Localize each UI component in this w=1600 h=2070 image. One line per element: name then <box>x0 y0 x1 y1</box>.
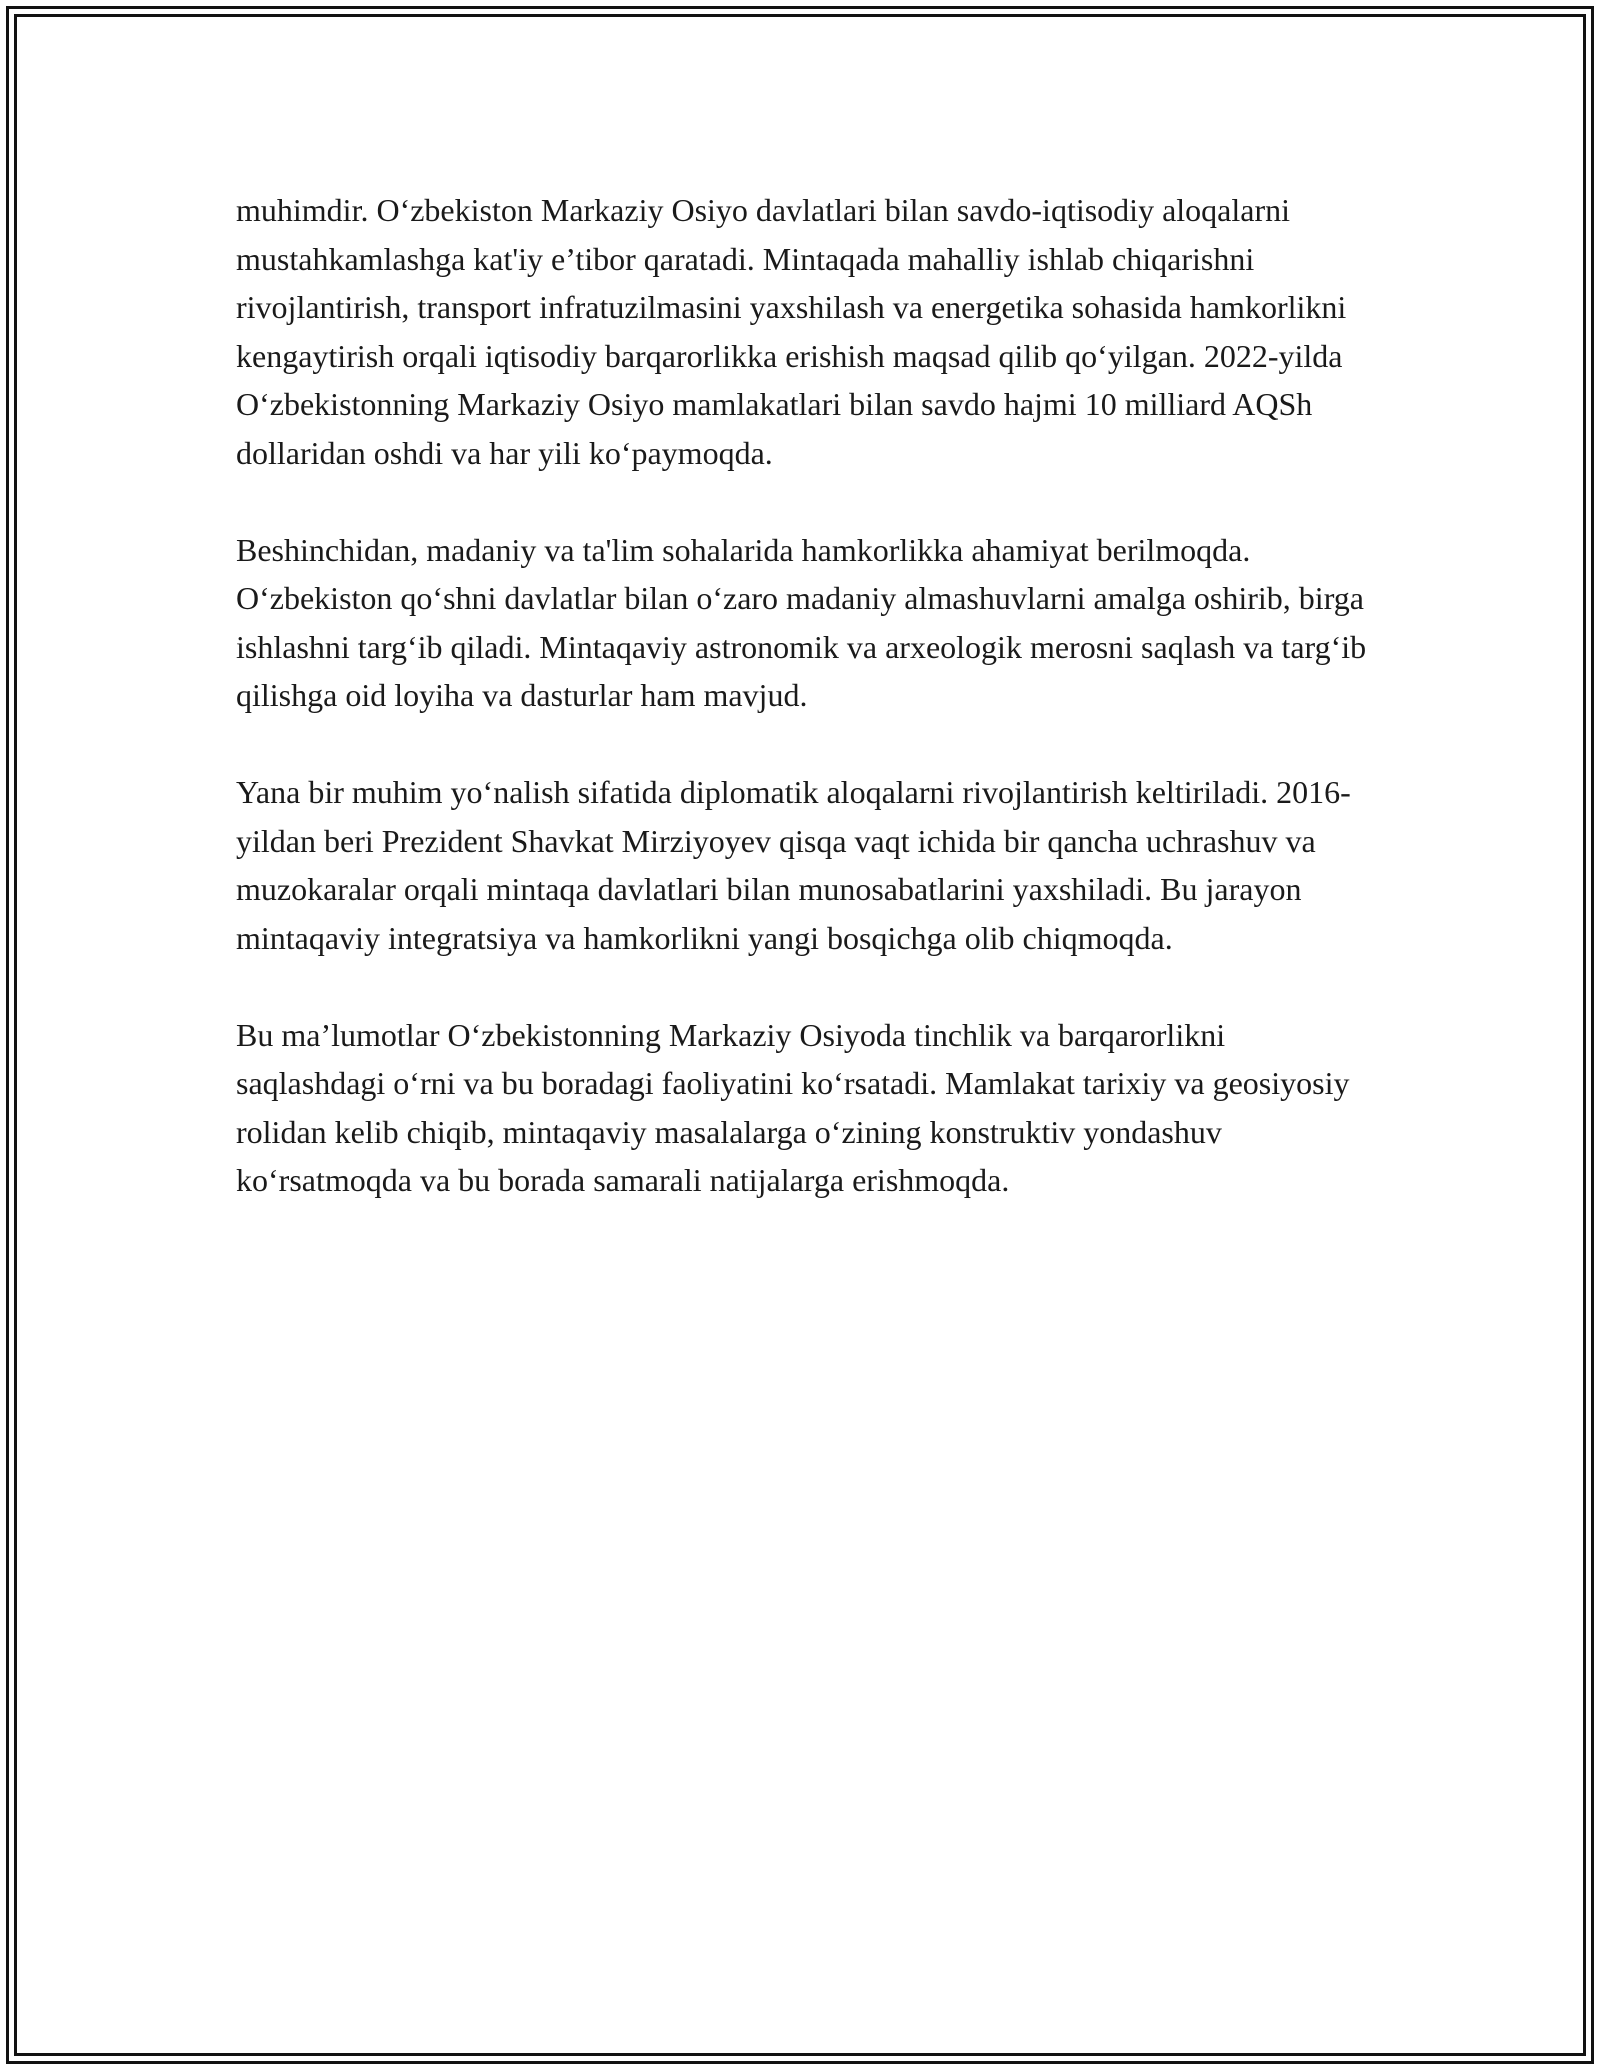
paragraph-cultural-cooperation: Beshinchidan, madaniy va ta'lim sohalarida hamkorlikka ahamiyat berilmoqda. O‘zbekiston qo‘shni davlatlar bilan o‘zaro madaniy almashuvlarni amalga oshirib, birga ishlashni targ‘ib qiladi. Mintaqaviy astronomik va arxeologik merosni saqlash va targ‘ib qilishga oid loyiha va dasturlar ham mavjud. <box>236 531 1367 713</box>
document-body <box>236 186 1376 1253</box>
paragraph-trade-cooperation: muhimdir. O‘zbekiston Markaziy Osiyo davlatlari bilan savdo-iqtisodiy aloqalarni mustahkamlashga kat'iy e’tibor qaratadi. Mintaqada mahalliy ishlab chiqarishni rivojlantirish, transport infratuzilmasini yaxshilash va energetika sohasida hamkorlikni kengaytirish orqali iqtisodiy barqarorlikka erishish maqsad qilib qo‘yilgan. 2022-yilda O‘zbekistonning Markaziy Osiyo mamlakatlari bilan savdo hajmi 10 milliard AQSh dollaridan oshdi va har yili ko‘paymoqda. <box>236 192 1347 471</box>
paragraph-conclusion: Bu ma’lumotlar O‘zbekistonning Markaziy Osiyoda tinchlik va barqarorlikni saqlashdagi o‘rni va bu boradagi faoliyatini ko‘rsatadi. Mamlakat tarixiy va geosiyosiy rolidan kelib chiqib, mintaqaviy masalalarga o‘zining konstruktiv yondashuv ko‘rsatmoqda va bu borada samarali natijalarga erishmoqda. <box>236 1016 1350 1198</box>
paragraph-diplomatic-relations: Yana bir muhim yo‘nalish sifatida diplomatik aloqalarni rivojlantirish keltiriladi. 2016-yildan beri Prezident Shavkat Mirziyoyev qisqa vaqt ichida bir qancha uchrashuv va muzokaralar orqali mintaqa davlatlari bilan munosabatlarini yaxshiladi. Bu jarayon mintaqaviy integratsiya va hamkorlikni yangi bosqichga olib chiqmoqda. <box>236 774 1351 956</box>
